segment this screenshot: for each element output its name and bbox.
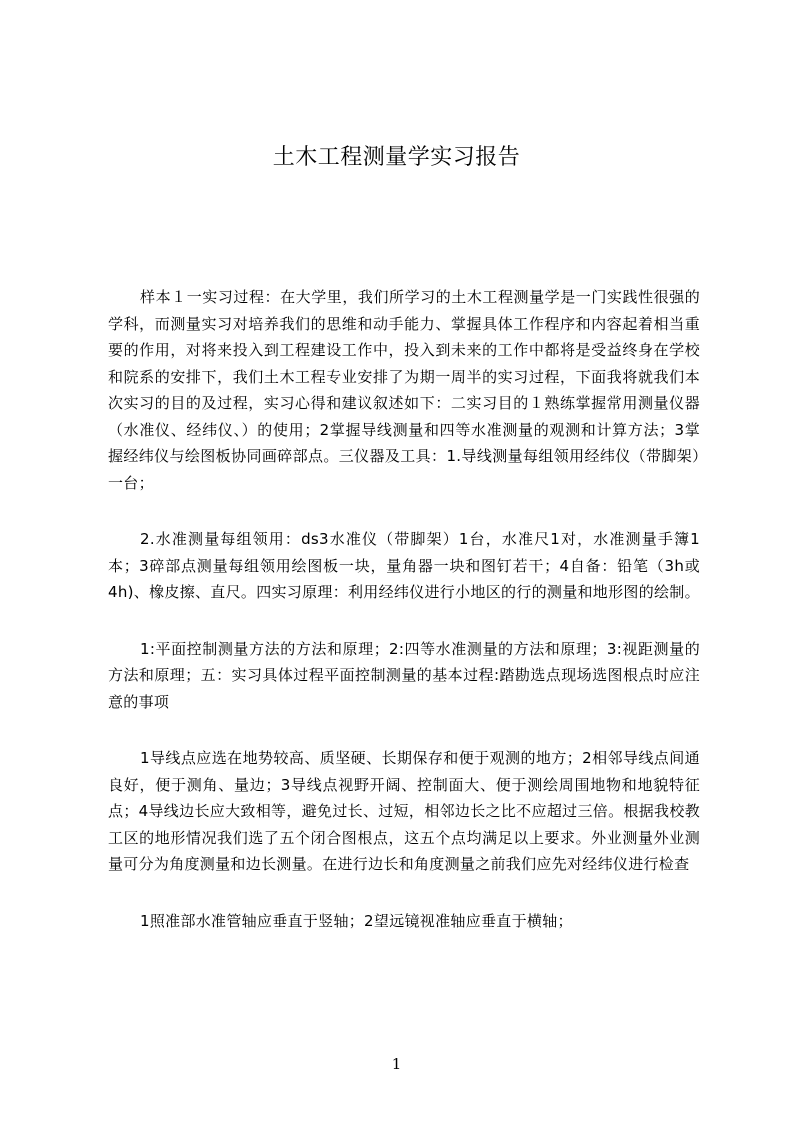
page-number: 1 (391, 1055, 402, 1073)
paragraph-4: 1导线点应选在地势较高、质坚硬、长期保存和便于观测的地方；2相邻导线点间通良好，便于测角、量边；3导线点视野开阔、控制面大、便于测绘周围地物和地貌特征点；4导线边长应大致相等，避免过长、过短，相邻边长之比不应超过三倍。根据我校教工区的地形情况我们选了五个闭合图根点，这五个点均满足以上要求。外业测量外业测量可分为角度测量和边长测量。在进行边长和角度测量之前我们应先对经纬仪进行检查 (108, 749, 700, 873)
paragraph-5: 1照准部水准管轴应垂直于竖轴；2望远镜视准轴应垂直于横轴； (140, 911, 573, 930)
document-body (108, 284, 700, 964)
paragraph-1: 样本１一实习过程：在大学里，我们所学习的土木工程测量学是一门实践性很强的学科，而测量实习对培养我们的思维和动手能力、掌握具体工作程序和内容起着相当重要的作用，对将来投入到工程建设工作中，投入到未来的工作中都将是受益终身在学校和院系的安排下，我们土木工程专业安排了为期一周半的实习过程，下面我将就我们本次实习的目的及过程，实习心得和建议叙述如下：二实习目的１熟练掌握常用测量仪器（水准仪、经纬仪、）的使用；2掌握导线测量和四等水准测量的观测和计算方法；3掌握经纬仪与绘图板协同画碎部点。三仪器及工具：1.导线测量每组领用经纬仪（带脚架）一台； (108, 288, 700, 492)
paragraph-3: 1:平面控制测量方法的方法和原理；2:四等水准测量的方法和原理；3:视距测量的方法和原理；五：实习具体过程平面控制测量的基本过程:踏勘选点现场选图根点时应注意的事项 (108, 639, 700, 711)
paragraph-2: 2.水准测量每组领用：ds3水准仪（带脚架）1台，水准尺1对，水准测量手簿1本；3碎部点测量每组领用绘图板一块，量角器一块和图钉若干；4自备：铅笔（3h或4h)、橡皮擦、直尺。四实习原理：利用经纬仪进行小地区的行的测量和地形图的绘制。 (108, 530, 700, 601)
document-title: 土木工程测量学实习报告 (272, 145, 521, 170)
